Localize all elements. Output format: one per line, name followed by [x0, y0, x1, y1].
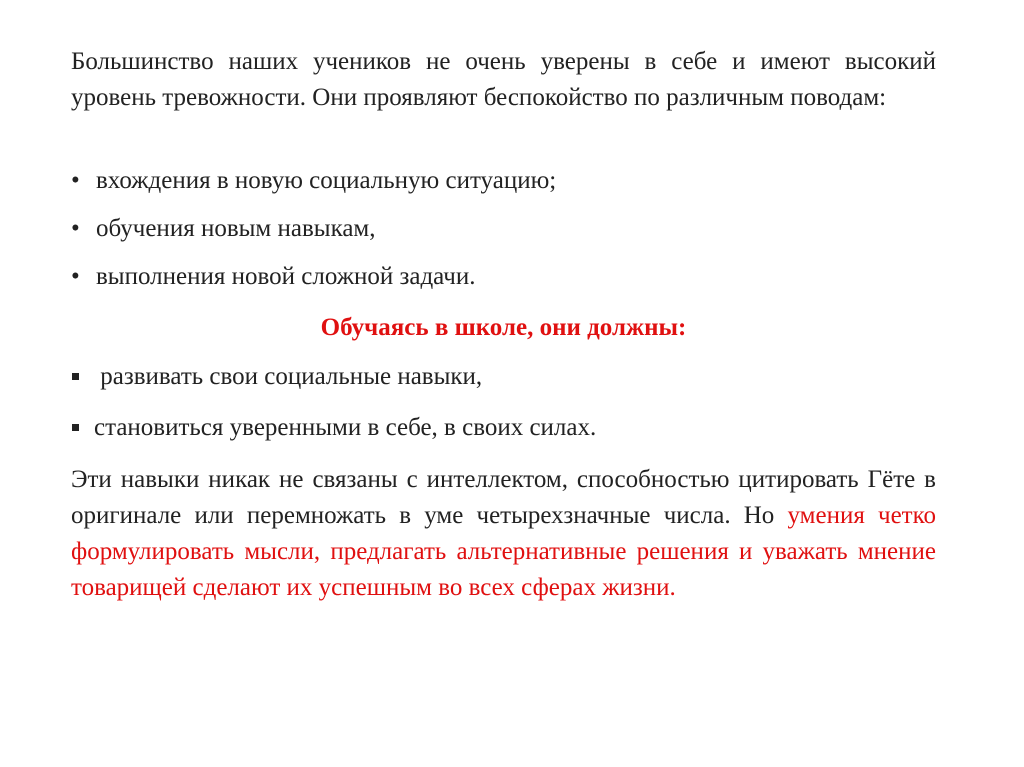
bullet-dot-icon: •	[71, 167, 80, 194]
conclusion-highlight: умения четко формулировать мысли, предлагать альтернативные решения и уважать мнение товарищей сделают их успешным во всех сферах жизни.	[71, 502, 936, 601]
list-item	[71, 211, 376, 247]
list-item-text: вхождения в новую социальную ситуацию;	[96, 167, 557, 194]
bullet-dot-icon: •	[71, 263, 80, 290]
list-item-text: обучения новым навыкам,	[96, 215, 376, 242]
conclusion-text: Эти навыки никак не связаны с интеллектом, способностью цитировать Гёте в оригинале или перемножать в уме четырехзначные числа. Но	[71, 466, 936, 529]
conclusion-paragraph	[71, 462, 936, 606]
list-item	[71, 259, 475, 295]
bullet-dot-icon: •	[71, 215, 80, 242]
list-item	[71, 359, 482, 395]
list-item-text: развивать свои социальные навыки,	[94, 363, 483, 390]
square-bullet-icon	[72, 424, 79, 431]
intro-paragraph: Большинство наших учеников не очень уверены в себе и имеют высокий уровень тревожности. Они проявляют беспокойство по различным поводам:	[71, 48, 936, 111]
list-item-text: становиться уверенными в себе, в своих силах.	[94, 414, 597, 441]
list-item-text: выполнения новой сложной задачи.	[96, 263, 476, 290]
square-bullet-icon	[72, 373, 79, 380]
section-heading: Обучаясь в школе, они должны:	[320, 314, 687, 341]
list-item	[71, 410, 596, 446]
list-item	[71, 163, 556, 199]
